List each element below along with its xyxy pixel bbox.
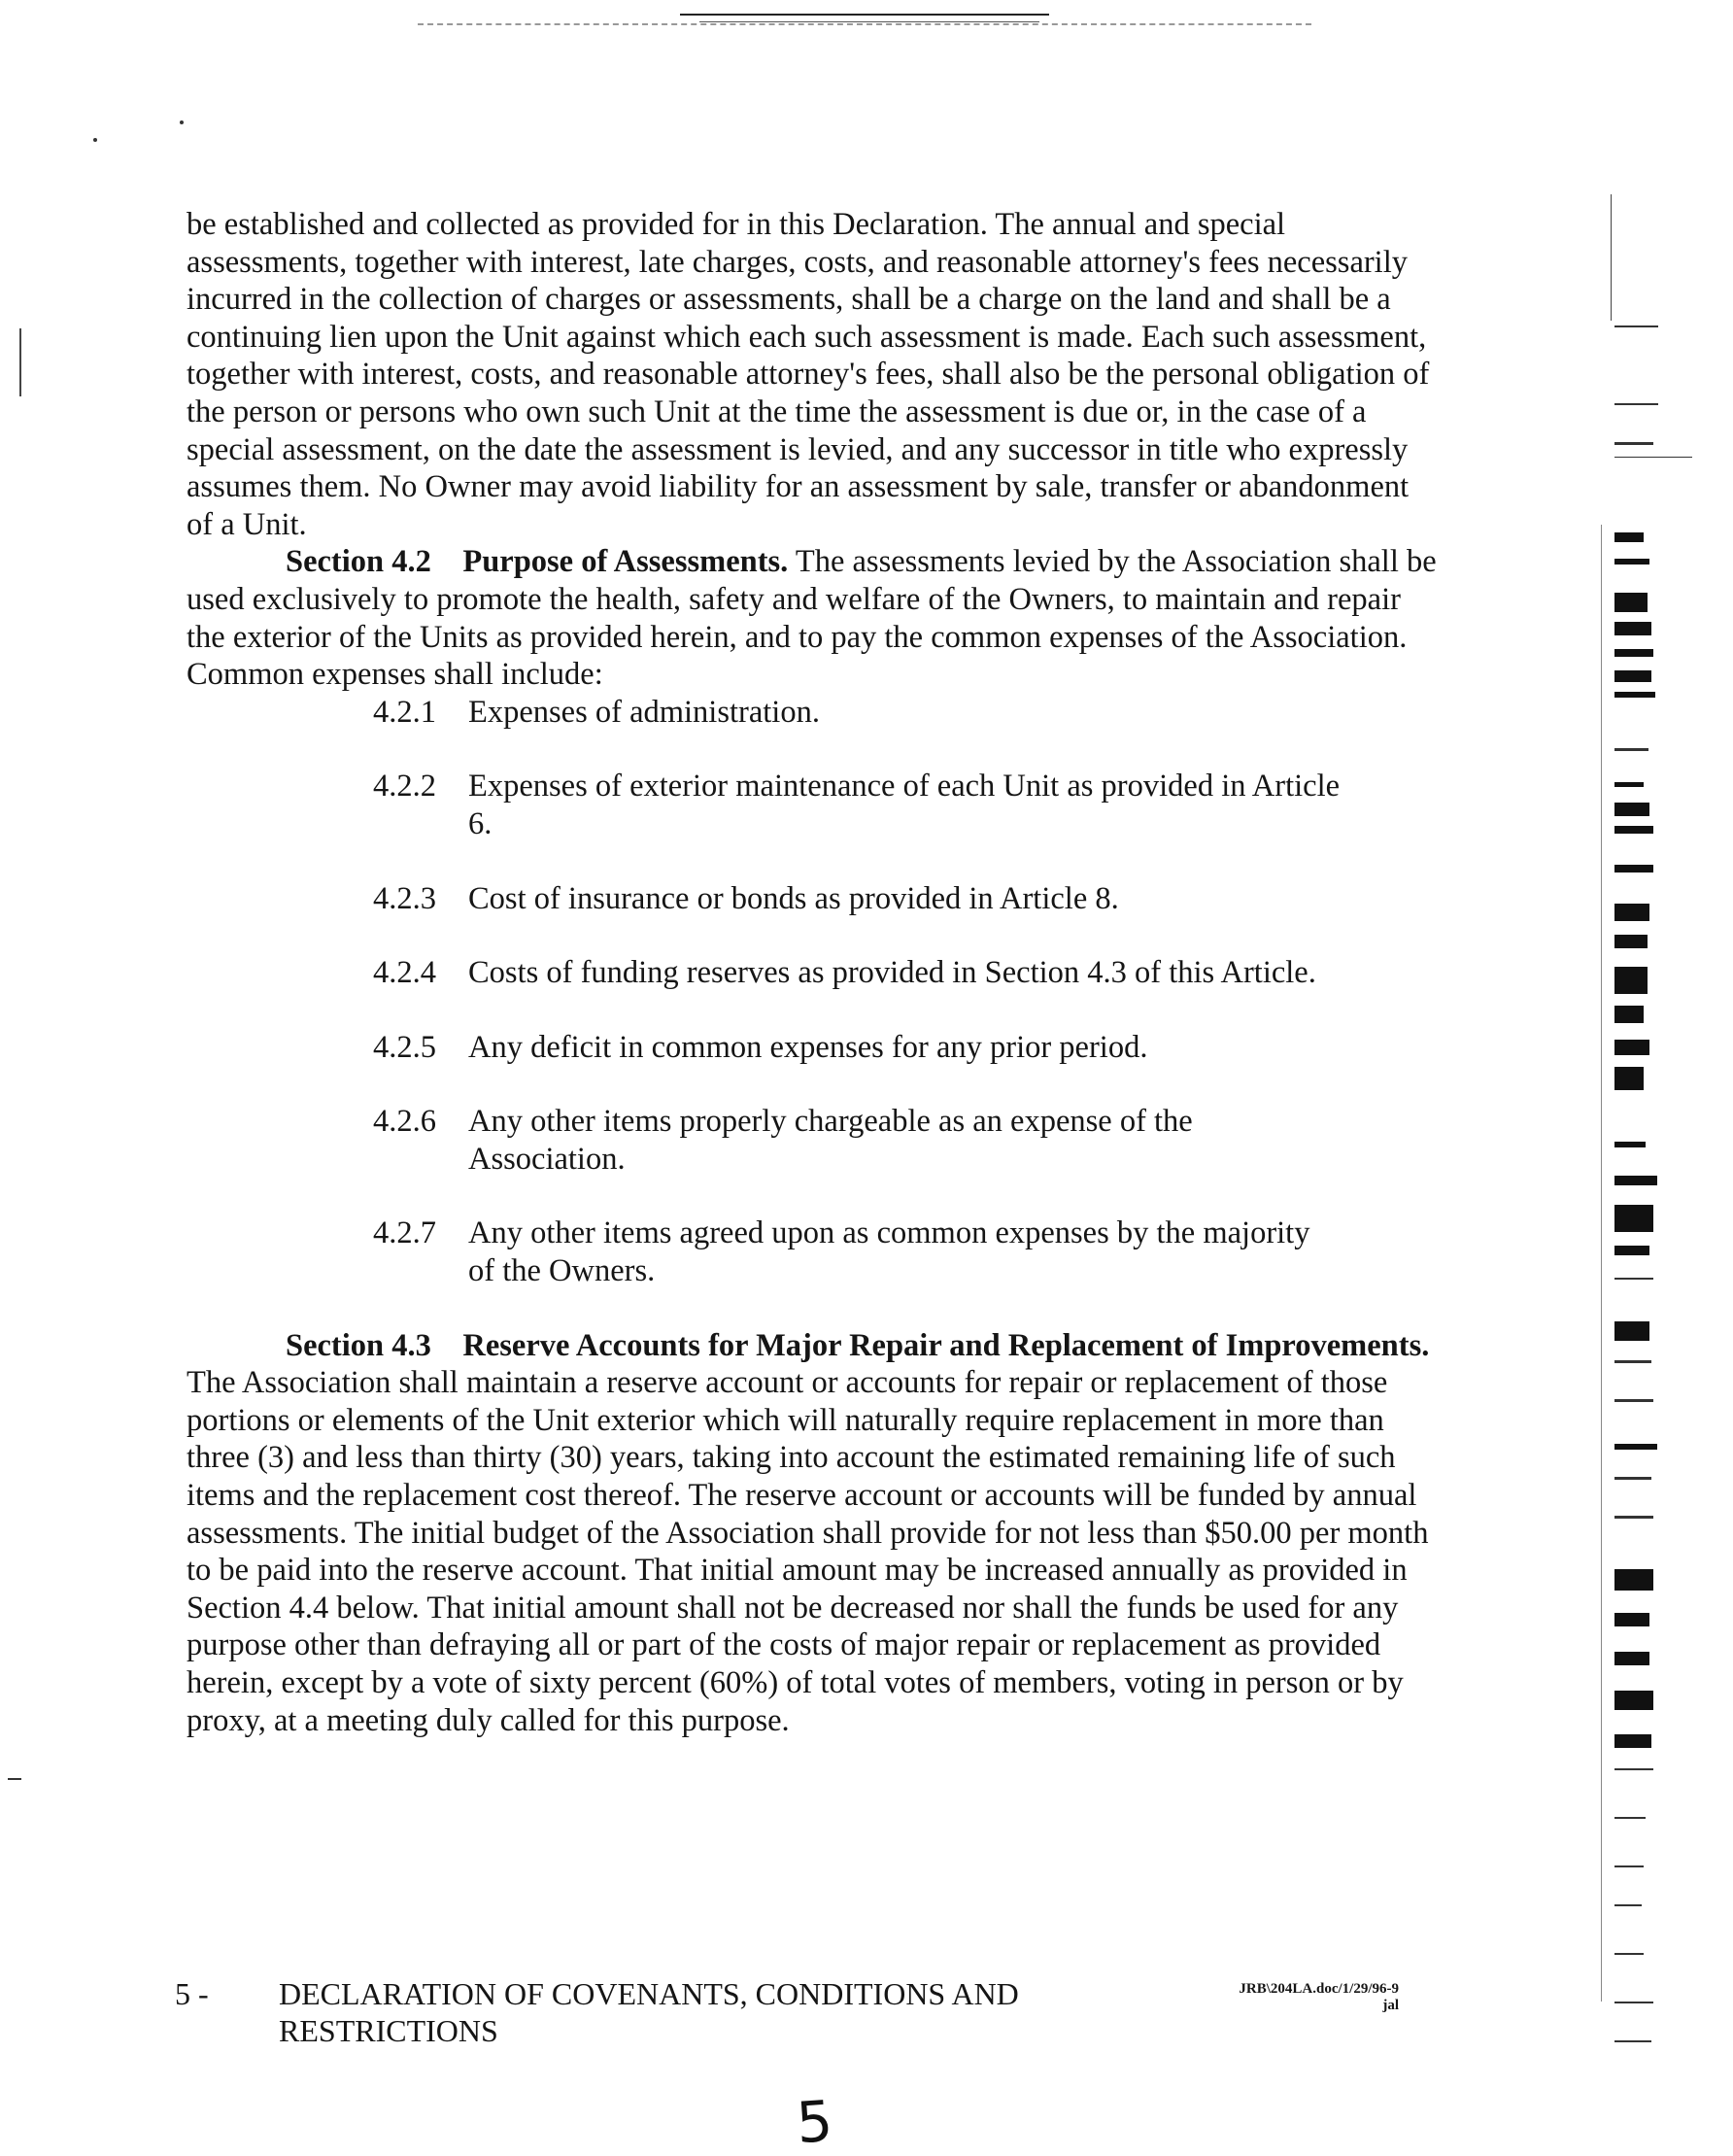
section-4-2-title: Purpose of Assessments. bbox=[462, 544, 789, 580]
page-number: 5 - bbox=[175, 1976, 209, 2011]
left-margin-mark bbox=[19, 328, 21, 396]
document-body bbox=[187, 206, 1440, 1739]
item-text: Any deficit in common expenses for any prior period. bbox=[468, 1029, 1148, 1065]
item-number: 4.2.1 bbox=[373, 694, 436, 730]
list-item bbox=[373, 694, 1440, 732]
section-4-2-text: The assessments levied by the Association shall be used exclusively to promote the health, safety and welfare of the Owners, to maintain and repair the exterior of the Units as provided herein, and to pay the common expenses of the Association. Common expenses shall include: bbox=[187, 544, 1437, 693]
item-text: Any other items properly chargeable as an expense of the Association. bbox=[468, 1104, 1193, 1177]
intro-paragraph: be established and collected as provided for in this Declaration. The annual and special assessments, together with interest, late charges, costs, and reasonable attorney's fees necessarily incurred in the collection of charges or assessments, shall be a charge on the land and shall be a continuing lien upon the Unit against which each such assessment is made. Each such assessment, together with interest, costs, and reasonable attorney's fees, shall also be the personal obligation of the person or persons who own such Unit at the time the assessment is due or, in the case of a special assessment, on the date the assessment is levied, and any successor in title who expressly assumes them. No Owner may avoid liability for an assessment by sale, transfer or abandonment of a Unit. bbox=[187, 207, 1430, 542]
top-scan-line bbox=[699, 21, 1039, 22]
list-item bbox=[373, 1103, 1440, 1178]
item-number: 4.2.6 bbox=[373, 1104, 436, 1140]
section-4-3-paragraph bbox=[187, 1327, 1440, 1740]
item-number: 4.2.4 bbox=[373, 955, 436, 991]
top-scan-dash bbox=[418, 23, 1311, 26]
list-item bbox=[373, 954, 1440, 992]
handwritten-page-number: 5 bbox=[794, 2087, 835, 2156]
item-number: 4.2.5 bbox=[373, 1029, 436, 1065]
file-reference: JRB\204LA.doc/1/29/96-9 bbox=[1239, 1981, 1399, 1997]
left-margin-mark bbox=[8, 1778, 21, 1780]
item-text: Cost of insurance or bonds as provided in Article 8. bbox=[468, 880, 1119, 916]
typist-initials: jal bbox=[1382, 1998, 1399, 2013]
item-text: Costs of funding reserves as provided in Section 4.3 of this Article. bbox=[468, 955, 1316, 991]
scan-speck bbox=[93, 138, 97, 142]
item-text: Expenses of exterior maintenance of each Unit as provided in Article 6. bbox=[468, 769, 1341, 841]
section-4-3-text: The Association shall maintain a reserve account or accounts for repair or replacement of those portions or elements of the Unit exterior which will naturally require replacement in more than three (3) and less than thirty (30) years, taking into account the estimated remaining life of such items and the replacement cost thereof. The reserve account or accounts will be funded by annual assessments. The initial budget of the Association shall provide for not less than $50.00 per month to be paid into the reserve account. That initial amount may be increased annually as provided in Section 4.4 below. That initial amount shall not be decreased nor shall the funds be used for any purpose other than defraying all or part of the costs of major repair or replacement as provided herein, except by a vote of sixty percent (60%) of total votes of members, voting in person or by proxy, at a meeting duly called for this purpose. bbox=[187, 1365, 1429, 1738]
list-item bbox=[373, 1029, 1440, 1067]
item-text: Expenses of administration. bbox=[468, 694, 820, 730]
item-number: 4.2.3 bbox=[373, 880, 436, 916]
item-text: Any other items agreed upon as common expenses by the majority of the Owners. bbox=[468, 1215, 1310, 1289]
list-item bbox=[373, 1215, 1440, 1289]
item-number: 4.2.2 bbox=[373, 769, 436, 804]
section-4-3-heading: Section 4.3 bbox=[286, 1327, 431, 1363]
list-item bbox=[373, 880, 1440, 918]
right-margin-line bbox=[1611, 194, 1612, 321]
item-number: 4.2.7 bbox=[373, 1215, 436, 1251]
document-title: DECLARATION OF COVENANTS, CONDITIONS AND RESTRICTIONS bbox=[279, 1976, 1019, 2048]
top-scan-line bbox=[680, 14, 1049, 16]
section-4-3-title: Reserve Accounts for Major Repair and Replacement of Improvements. bbox=[462, 1327, 1430, 1363]
section-4-2-heading: Section 4.2 bbox=[286, 544, 431, 580]
scan-speck bbox=[180, 120, 184, 124]
common-expenses-list bbox=[373, 694, 1440, 1290]
file-reference-block bbox=[1200, 1981, 1399, 2014]
list-item bbox=[373, 768, 1440, 842]
section-4-2-paragraph bbox=[187, 543, 1440, 693]
